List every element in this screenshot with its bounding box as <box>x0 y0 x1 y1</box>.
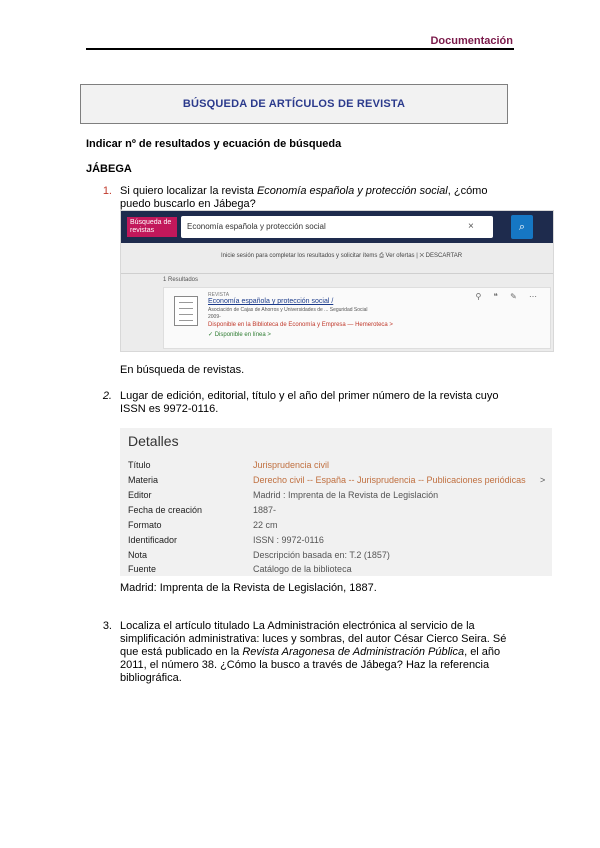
details-heading: Detalles <box>128 433 179 449</box>
question-number: 1. <box>102 185 112 197</box>
question-text: Lugar de edición, editorial, título y el año del primer número de la revista cuyo <box>120 390 499 402</box>
record-year: 2009- <box>208 314 221 320</box>
record-subtitle: Asociación de Cajas de Ahorros y Universidades de ... Seguridad Social <box>208 307 368 313</box>
question-text-line2: puedo buscarlo en Jábega? <box>120 198 256 210</box>
question-number: 3. <box>102 620 112 632</box>
results-count: 1 Resultados <box>163 277 199 283</box>
header-label: Documentación <box>430 35 513 47</box>
record-type: REVISTA <box>208 292 230 298</box>
result-card[interactable] <box>163 287 551 349</box>
chevron-right-icon[interactable]: > <box>540 475 546 485</box>
screenshot-journal-search <box>120 210 554 352</box>
question-number: 2. <box>102 390 112 402</box>
login-bar[interactable]: Inicie sesión para completar los resultados y solicitar ítems ⎙ Ver ofertas | ✕ DESCARTAR <box>221 253 463 259</box>
record-actions[interactable]: ⚲ ❝ ✎ ⋯ <box>475 292 542 301</box>
title-box <box>80 84 508 124</box>
book-icon <box>174 296 198 326</box>
online-availability[interactable]: ✓ Disponible en línea > <box>208 332 271 338</box>
section-heading: JÁBEGA <box>86 163 132 175</box>
record-title[interactable]: Economía española y protección social / <box>208 298 334 305</box>
question-text-line2: simplificación administrativa: luces y sombras, del autor César Cierco Seira. Sé <box>120 633 507 645</box>
question-text: Si quiero localizar la revista Economía española y protección social, ¿cómo <box>120 185 488 197</box>
divider <box>121 273 553 274</box>
screenshot-details: Detalles Título Jurisprudencia civil Materia Derecho civil -- España -- Jurisprudencia -- Publicaciones periódicas > Editor Madrid : Imprenta de la Revista de Legislación Fecha de creación 1887- Formato 22 cm Identificador ISSN : 9972-0116 Nota Descripción basada en: T.2 (1857) Fuente Catálogo de la biblioteca <box>120 428 552 576</box>
question-text-line2: ISSN es 9972-0116. <box>120 403 219 415</box>
question-text-line5: bibliográfica. <box>120 672 182 684</box>
question-text-line4: 2011, el número 38. ¿Cómo la busco a través de Jábega? Haz la referencia <box>120 659 490 671</box>
answer-1: En búsqueda de revistas. <box>120 364 245 376</box>
availability-link[interactable]: Disponible en la Biblioteca de Economía y Empresa — Hemeroteca > <box>208 322 393 328</box>
question-text-line3: que está publicado en la Revista Aragonesa de Administración Pública, el año <box>120 646 501 658</box>
answer-2: Madrid: Imprenta de la Revista de Legislación, 1887. <box>120 582 377 594</box>
instruction: Indicar nº de resultados y ecuación de búsqueda <box>86 138 342 150</box>
search-scope[interactable]: Búsqueda de revistas <box>127 217 177 237</box>
header-rule <box>86 48 514 50</box>
search-input[interactable]: Economía española y protección social <box>181 216 493 238</box>
question-text: Localiza el artículo titulado La Administración electrónica al servicio de la <box>120 620 475 632</box>
detail-link[interactable]: Derecho civil -- España -- Jurisprudencia -- Publicaciones periódicas <box>253 475 526 485</box>
clear-icon[interactable]: × <box>468 221 474 232</box>
search-icon: ⌕ <box>518 221 526 233</box>
search-button[interactable] <box>511 215 533 239</box>
detail-link[interactable]: Jurisprudencia civil <box>253 460 330 470</box>
page-title: BÚSQUEDA DE ARTÍCULOS DE REVISTA <box>182 98 406 110</box>
